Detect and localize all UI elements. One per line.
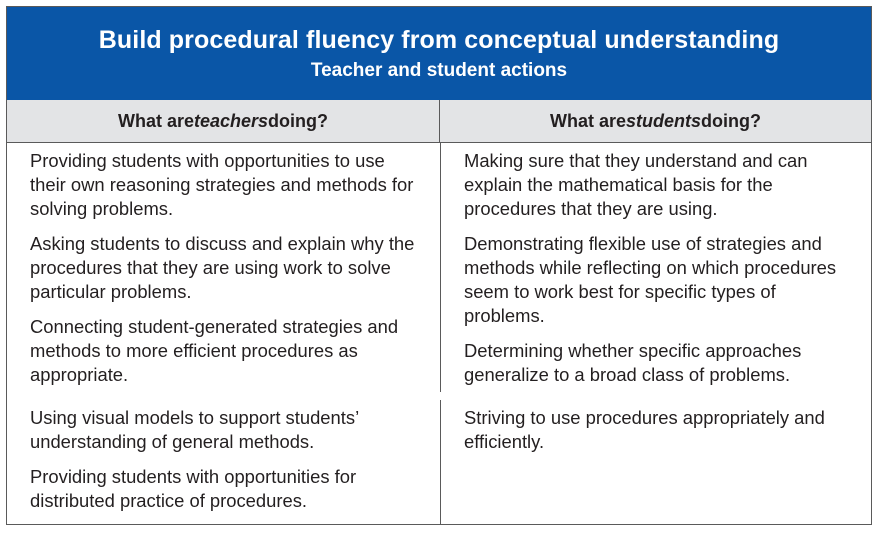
list-item: Making sure that they understand and can explain the mathematical basis for the procedures that they are using. <box>464 150 808 219</box>
students-list-top <box>464 149 860 398</box>
column-divider-top <box>440 142 441 392</box>
students-list-bottom <box>464 406 860 465</box>
list-item: Determining whether specific approaches generalize to a broad class of problems. <box>464 340 802 385</box>
teachers-list-top <box>30 149 422 398</box>
list-item: Demonstrating flexible use of strategies and methods while reflecting on which procedures seem to work best for specific types of problems. <box>464 233 837 326</box>
header-divider <box>7 142 871 143</box>
header-students-pre: What are <box>549 110 627 131</box>
header-teachers-pre: What are <box>117 110 194 131</box>
teachers-list-bottom <box>30 406 422 524</box>
column-header-students <box>440 100 871 142</box>
list-item: Connecting student-generated strategies and methods to more efficient procedures as appropriate. <box>30 316 399 385</box>
list-item: Using visual models to support students’ understanding of general methods. <box>30 407 359 452</box>
list-item: Striving to use procedures appropriately and efficiently. <box>464 407 825 452</box>
list-item: Providing students with opportunities for distributed practice of procedures. <box>30 466 357 511</box>
actions-table <box>6 6 872 525</box>
table-banner <box>7 7 871 100</box>
header-teachers-post: doing? <box>268 110 329 131</box>
header-students-em: students <box>626 110 702 131</box>
list-item: Asking students to discuss and explain why the procedures that they are using work to solve particular problems. <box>30 233 415 302</box>
column-divider-bottom <box>440 400 441 524</box>
column-header-teachers <box>7 100 440 142</box>
table-subtitle: Teacher and student actions <box>310 60 568 81</box>
header-teachers-em: teachers <box>193 110 269 131</box>
table-title: Build procedural fluency from conceptual understanding <box>98 26 780 54</box>
header-students-post: doing? <box>701 110 762 131</box>
list-item: Providing students with opportunities to use their own reasoning strategies and methods for solving problems. <box>30 150 414 219</box>
